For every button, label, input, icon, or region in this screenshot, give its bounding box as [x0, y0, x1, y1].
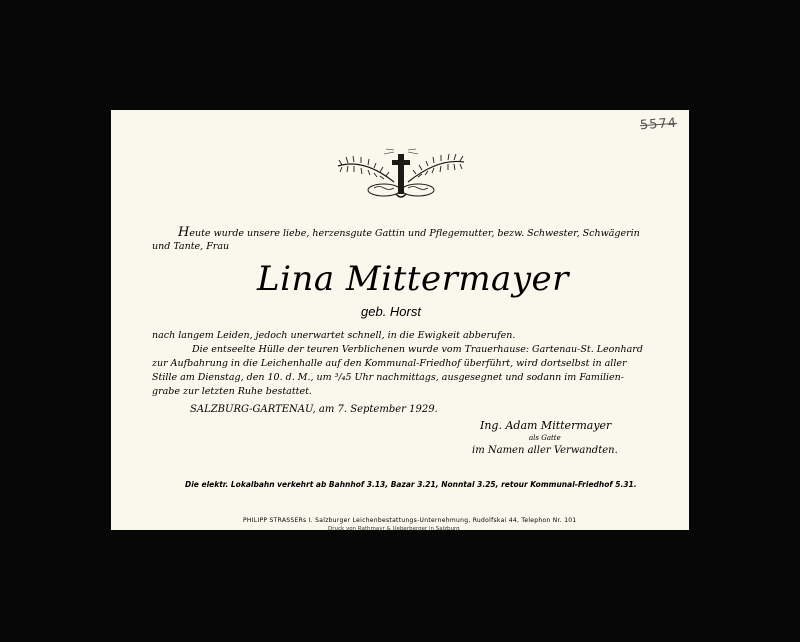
body-line-2: Die entseelte Hülle der teuren Verblichenen wurde vom Trauerhause: Gartenau-St. Leonhard — [192, 344, 643, 355]
maiden-name: geb. Horst — [361, 304, 421, 319]
deceased-name: Lina Mittermayer — [257, 259, 569, 299]
archive-number: 5574 — [639, 115, 678, 134]
intro-line-2: und Tante, Frau — [152, 241, 230, 252]
intro-line-1 — [178, 226, 640, 241]
intro-initial: H — [178, 225, 190, 240]
body-line-1: nach langem Leiden, jedoch unerwartet schnell, in die Ewigkeit abberufen. — [152, 330, 516, 341]
intro-line-1-text: eute wurde unsere liebe, herzensgute Gattin und Pflegemutter, bezw. Schwester, Schwägerin — [189, 228, 640, 239]
signatory-role: als Gatte — [529, 434, 561, 442]
signatory-name: Ing. Adam Mittermayer — [480, 419, 612, 432]
transport-note: Die elektr. Lokalbahn verkehrt ab Bahnhof 3.13, Bazar 3.21, Nonntal 3.25, retour Kommunal-Friedhof 5.31. — [185, 480, 637, 489]
place-date: SALZBURG-GARTENAU, am 7. September 1929. — [190, 404, 438, 415]
body-line-3: zur Aufbahrung in die Leichenhalle auf den Kommunal-Friedhof überführt, wird dortselbst in aller — [152, 358, 627, 369]
body-line-5: grabe zur letzten Ruhe bestattet. — [152, 386, 312, 397]
signatory-family: im Namen aller Verwandten. — [472, 445, 618, 456]
cross-palm-emblem-icon — [334, 148, 468, 204]
body-line-4: Stille am Dienstag, den 10. d. M., um ³/₄5 Uhr nachmittags, ausgesegnet und sodann im Familien- — [152, 372, 625, 383]
printer-line-1: PHILIPP STRASSERs I. Salzburger Leichenbestattungs-Unternehmung, Rudolfskai 44, Telephon Nr. 101 — [243, 517, 577, 524]
printer-line-2: Druck von Rathmayr & Ueberberger in Salzburg — [328, 526, 460, 531]
